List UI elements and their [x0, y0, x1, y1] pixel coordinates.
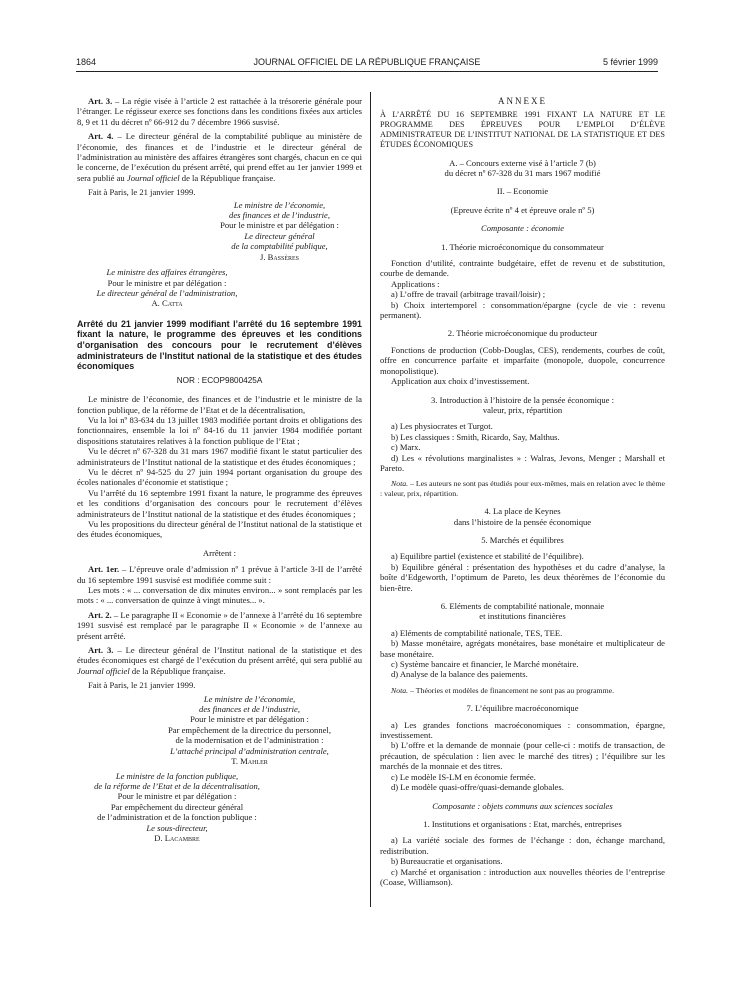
- heading-2-application: Application aux choix d’investissement.: [391, 376, 530, 387]
- sig1-signatory: J. Bassères: [259, 251, 300, 262]
- journal-title: JOURNAL OFFICIEL DE LA RÉPUBLIQUE FRANÇAISE: [253, 57, 481, 67]
- sig3-line-2: des finances et de l’industrie,: [199, 704, 300, 715]
- sig4-line-2: de la réforme de l’Etat et de la décentralisation,: [94, 780, 260, 791]
- social-heading-1: 1. Institutions et organisations : Etat, marchés, entreprises: [423, 818, 622, 829]
- heading-2: 2. Théorie microéconomique du producteur: [447, 328, 598, 339]
- article-3-text: – La régie visée à l’article 2 est rattachée à la trésorerie générale pour l’étranger. Le régisseur exerce ses fonctions dans les conditions fixées aux articles 8, 9 et 11 du décret nº 66-912 du 7 décembre 1966 susvisé.: [77, 96, 363, 127]
- sig1-line-2: des finances et de l’industrie,: [229, 210, 330, 221]
- sig3-line-5: de la modernisation et de l’administration :: [175, 735, 324, 746]
- heading-1-item-a: a) L’offre de travail (arbitrage travail/loisir) ;: [391, 289, 546, 300]
- visa-decret-67-328: Vu le décret nº 67-328 du 31 mars 1967 modifié fixant le statut particulier des administrateurs de l’Institut national de la statistique et des études économiques ;: [77, 446, 362, 467]
- visa-decret-94-525: Vu le décret nº 94-525 du 27 juin 1994 portant organisation du groupe des écoles nationales d’économie et statistique ;: [77, 466, 362, 488]
- sig4-line-6: Le sous-directeur,: [146, 822, 208, 833]
- heading-7-item-c: c) Le modèle IS-LM en économie fermée.: [391, 771, 536, 782]
- art-3b-label: Art. 3.: [88, 645, 114, 656]
- art-2-text: – Le paragraphe II « Economie » de l’annexe à l’arrêté du 16 septembre 1991 susvisé est remplacé par le paragraphe II « Economie » de l’annexe au présent arrêté.: [77, 609, 362, 641]
- preamble-ministers: Le ministre de l’économie, des finances et de l’industrie et le ministre de la fonction publique, de la réforme de l’Etat et de la décentralisation,: [77, 394, 362, 415]
- heading-6-item-c: c) Système bancaire et financier, le Marché monétaire.: [391, 659, 579, 670]
- heading-5-item-a: a) Equilibre partiel (existence et stabilité de l’équilibre).: [391, 551, 584, 562]
- art-2-paragraph: [77, 610, 362, 641]
- heading-6-item-d: d) Analyse de la balance des paiements.: [391, 669, 528, 680]
- art-3b-end: de la République française.: [129, 665, 226, 676]
- social-item-c: c) Marché et organisation : introduction aux nouvelles théories de l’entreprise (Coase, Williamson).: [380, 866, 665, 887]
- article-4-paragraph: [77, 131, 362, 183]
- note-1-text: – Les auteurs ne sont pas étudiés pour eux-mêmes, mais en relation avec le thème : valeur, prix, répartition.: [380, 479, 665, 498]
- heading-3-item-a: a) Les physiocrates et Turgot.: [391, 421, 493, 432]
- heading-6-line-2: et institutions financières: [479, 611, 566, 622]
- heading-4-line-1: 4. La place de Keynes: [484, 506, 561, 517]
- heading-1-text: Fonction d’utilité, contrainte budgétaire, effet de revenu et de substitution, courbe de demande.: [380, 258, 665, 279]
- fait-a-paris-1: Fait à Paris, le 21 janvier 1999.: [88, 187, 196, 198]
- signature-block-2: [77, 267, 257, 309]
- heading-7: 7. L’équilibre macroéconomique: [466, 703, 579, 714]
- art-1-paragraph: [77, 564, 362, 585]
- heading-7-item-b: b) L’offre et la demande de monnaie (pour celle-ci : motifs de transaction, de précaution, de spéculation : lien avec le marché des titres) ; l’équilibre sur les marchés de la monnaie et des titres.: [380, 740, 665, 772]
- column-divider: [370, 92, 371, 907]
- decree-title: Arrêté du 21 janvier 1999 modifiant l’arrêté du 16 septembre 1991 fixant la nature, le programme des épreuves et les conditions d’organisation des concours pour le recrutement d’élèves administrateurs de l’Institut national de la statistique et des études économiques: [77, 318, 362, 372]
- note-2-text: – Théories et modèles de financement ne sont pas au programme.: [408, 685, 615, 695]
- sig3-signatory: T. Mahler: [231, 756, 268, 767]
- sig1-line-3: Pour le ministre et par délégation :: [220, 220, 339, 231]
- concours-line-2: du décret nº 67-328 du 31 mars 1967 modifié: [444, 168, 601, 178]
- sig2-line-2: Pour le ministre et par délégation :: [107, 277, 227, 288]
- heading-1-item-b: b) Choix intertemporel : consommation/épargne (cycle de vie : revenu permanent).: [380, 299, 665, 321]
- article-4-journal: Journal officiel: [126, 172, 180, 183]
- nor-reference: NOR : ECOP9800425A: [176, 375, 263, 385]
- article-4-end: de la République française.: [179, 172, 276, 183]
- visa-loi-83-634: Vu la loi nº 83-634 du 13 juillet 1983 modifiée portant droits et obligations des fonctionnaires, ensemble la loi nº 84-16 du 11 janvier 1984 modifiée portant dispositions statutaires relatives à la fonction publique de l’Etat ;: [77, 414, 362, 446]
- art-1-replacement: Les mots : « ... conversation de dix minutes environ... » sont remplacés par les mots : « ... conversation de quinze à vingt minutes... ».: [77, 585, 362, 606]
- heading-5-item-b: b) Equilibre général : présentation des hypothèses et du cadre d’analyse, la boîte d’Edgeworth, l’optimum de Pareto, les deux théorèmes de l’économie du bien-être.: [380, 561, 665, 593]
- annex-heading: ANNEXE: [498, 96, 547, 106]
- sig2-line-3: Le directeur général de l’administration,: [96, 287, 238, 298]
- visa-arrete-1991: Vu l’arrêté du 16 septembre 1991 fixant la nature, le programme des épreuves et les conditions d’organisation des concours pour le recrutement d’élèves administrateurs de l’Institut national de la statistique et des études économiques ;: [77, 487, 362, 519]
- composante-sciences-sociales: Composante : objets communs aux sciences sociales: [432, 800, 613, 811]
- heading-3-item-d: d) Les « révolutions marginalistes » : Walras, Jevons, Menger ; Marshall et Pareto.: [380, 452, 665, 473]
- right-column: [380, 96, 665, 887]
- heading-7-item-a: a) Les grandes fonctions macroéconomiques : consommation, épargne, investissement.: [380, 719, 665, 741]
- sig2-line-1: Le ministre des affaires étrangères,: [106, 267, 228, 278]
- arretent-heading: Arrêtent :: [202, 547, 237, 558]
- heading-4-line-2: dans l’histoire de la pensée économique: [453, 516, 592, 527]
- section-economie: II. – Economie: [496, 186, 549, 197]
- sig1-line-4: Le directeur général: [244, 230, 315, 241]
- note-1: [380, 479, 665, 498]
- left-column: [77, 96, 362, 843]
- epreuve-line: (Epreuve écrite nº 4 et épreuve orale nº 5): [450, 204, 595, 215]
- fait-a-paris-2: Fait à Paris, le 21 janvier 1999.: [88, 680, 196, 691]
- sig4-line-3: Pour le ministre et par délégation :: [117, 791, 237, 802]
- article-4-text: – Le directeur général de la comptabilité publique au ministère de l’économie, des finances et de l’industrie et le directeur général de l’administration au ministère des affaires étrangères sont chargés, chacun en ce qui le concerne, de l’exécution du présent arrêté, qui prend effet au 1er janvier 1999 et sera publié au: [77, 131, 362, 183]
- heading-3-item-c: c) Marx.: [391, 442, 421, 453]
- sig4-line-1: Le ministre de la fonction publique,: [115, 770, 239, 781]
- heading-7-item-d: d) Le modèle quasi-offre/quasi-demande globales.: [391, 782, 564, 793]
- heading-6-item-a: a) Eléments de comptabilité nationale, TES, TEE.: [391, 627, 563, 638]
- heading-6-item-b: b) Masse monétaire, agrégats monétaires, base monétaire et multiplicateur de base monétaire.: [380, 638, 665, 659]
- signature-block-1: [197, 200, 362, 262]
- annex-title: À L’ARRÊTÉ DU 16 SEPTEMBRE 1991 FIXANT LA NATURE ET LE PROGRAMME DES ÉPREUVES POUR L’EMPLOI D’ÉLÈVE ADMINISTRATEUR DE L’INSTITUT NATIONAL DE LA STATISTIQUE ET DES ÉTUDES ÉCONOMIQUES: [380, 110, 665, 149]
- sig4-line-4: Par empêchement du directeur général: [110, 801, 244, 812]
- social-item-b: b) Bureaucratie et organisations.: [391, 856, 503, 867]
- sig3-line-3: Pour le ministre et par délégation :: [190, 714, 309, 725]
- heading-1-applications: Applications :: [391, 278, 440, 289]
- social-item-a: a) La variété sociale des formes de l’échange : don, échange marchand, redistribution.: [380, 835, 665, 856]
- sig3-line-1: Le ministre de l’économie,: [203, 693, 296, 704]
- concours-line-1: A. – Concours externe visé à l’article 7 (b): [449, 157, 596, 168]
- art-1-text: – L’épreuve orale d’admission nº 1 prévue à l’article 3-II de l’arrêté du 16 septembre 1991 susvisé est modifiée comme suit :: [77, 564, 362, 585]
- signature-block-4: [77, 771, 277, 844]
- art-2-label: Art. 2.: [88, 609, 112, 620]
- heading-2-text: Fonctions de production (Cobb-Douglas, CES), rendements, courbes de coût, offre en concurrence parfaite et imparfaite (monopole, duopole, concurrence monopolistique).: [380, 344, 665, 376]
- article-3-paragraph: [77, 96, 362, 127]
- sig1-line-5: de la comptabilité publique,: [231, 241, 328, 252]
- note-2-label: Nota.: [391, 685, 409, 695]
- art-3b-text: – Le directeur général de l’Institut national de la statistique et des études économiques est chargé de l’exécution du présent arrêté, qui sera publié au: [77, 645, 363, 666]
- heading-5: 5. Marchés et équilibres: [481, 534, 564, 545]
- sig4-signatory: D. Lacambre: [154, 832, 200, 843]
- heading-6-line-1: 6. Eléments de comptabilité nationale, monnaie: [440, 601, 605, 611]
- note-2: [380, 686, 665, 695]
- heading-1: 1. Théorie microéconomique du consommateur: [441, 241, 604, 252]
- visa-propositions: Vu les propositions du directeur général de l’Institut national de la statistique et des études économiques,: [77, 518, 362, 540]
- signature-block-3: [137, 694, 362, 767]
- heading-3-line-2: valeur, prix, répartition: [482, 404, 563, 415]
- sig3-line-6: L’attaché principal d’administration centrale,: [170, 745, 329, 756]
- art-1-label: Art. 1er.: [88, 564, 120, 575]
- sig1-line-1: Le ministre de l’économie,: [233, 199, 326, 210]
- heading-3-line-1: 3. Introduction à l’histoire de la pensée économique :: [430, 394, 615, 405]
- sig2-signatory: A. Catta: [151, 298, 183, 309]
- art-3b-journal: Journal officiel: [77, 665, 130, 676]
- header-rule: [76, 71, 658, 72]
- note-1-label: Nota.: [391, 479, 409, 489]
- page-number: 1864: [76, 57, 97, 67]
- art-3b-paragraph: [77, 645, 362, 676]
- article-4-label: Art. 4.: [88, 131, 114, 142]
- page-header: [76, 57, 658, 69]
- heading-3-item-b: b) Les classiques : Smith, Ricardo, Say, Malthus.: [391, 431, 560, 442]
- article-3-label: Art. 3.: [88, 96, 113, 106]
- sig3-line-4: Par empêchement de la directrice du personnel,: [168, 724, 331, 735]
- sig4-line-5: de l’administration et de la fonction publique :: [97, 812, 257, 823]
- issue-date: 5 février 1999: [602, 57, 658, 67]
- composante-economie: Composante : économie: [480, 223, 565, 234]
